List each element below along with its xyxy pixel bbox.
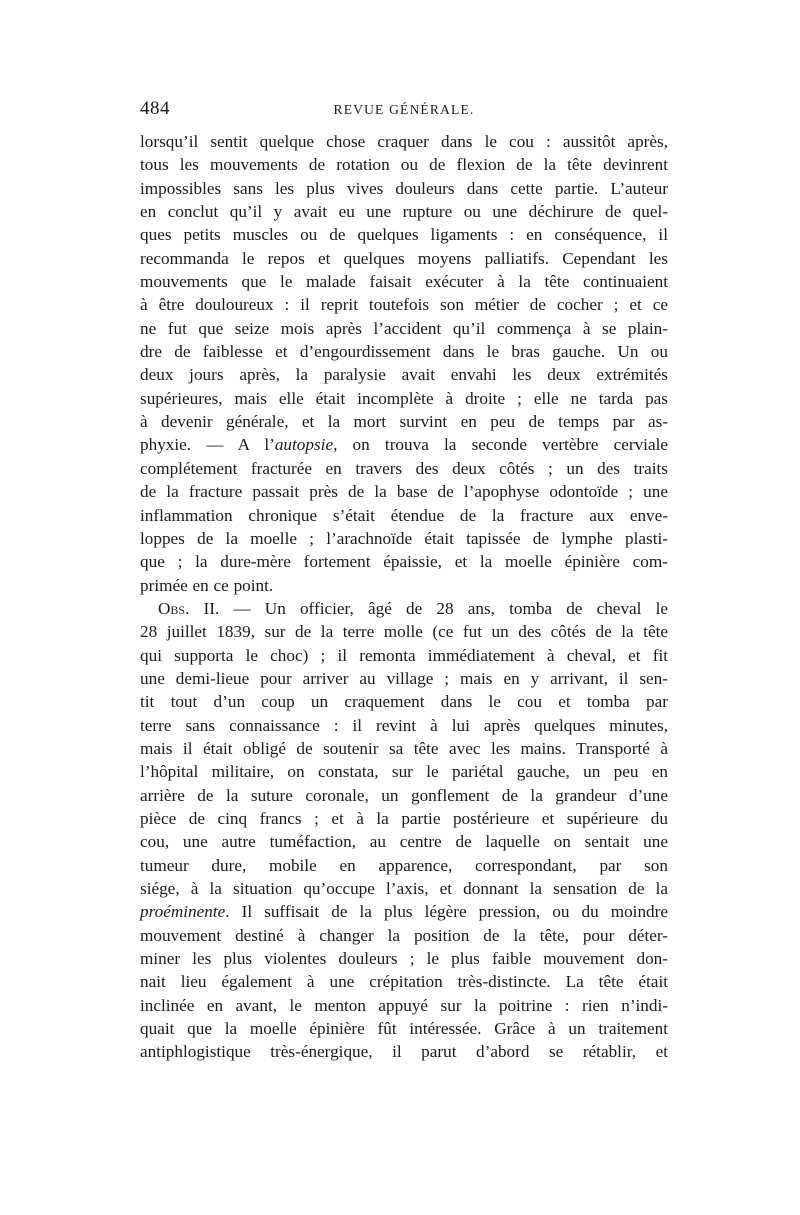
text-line: mouvements que le malade faisait exécuter à la tête continuaient [140, 272, 668, 292]
text-line: à être douloureux : il reprit toutefois son métier de cocher ; et ce [140, 295, 668, 315]
page [140, 98, 668, 1064]
text-line: une demi-lieue pour arriver au village ; mais en y arrivant, il sen- [140, 668, 668, 688]
text-line: de la fracture passait près de la base de l’apophyse odontoïde ; une [140, 482, 668, 502]
text-line: inclinée en avant, le menton appuyé sur la poitrine : rien n’indi- [140, 995, 668, 1015]
autopsy-line [140, 433, 668, 456]
observation-heading-line [140, 597, 668, 620]
text-line: complétement fracturée en travers des deux côtés ; un des traits [140, 458, 668, 478]
body-text [140, 130, 668, 1064]
proeminente-term: proéminente [140, 902, 226, 922]
text-line: loppes de la moelle ; l’arachnoïde était tapissée de lymphe plasti- [140, 528, 668, 548]
text-line: 28 juillet 1839, sur de la terre molle (ce fut un des côtés de la tête [140, 622, 668, 642]
text-line: cou, une autre tuméfaction, au centre de laquelle on sentait une [140, 832, 668, 852]
text-line: tumeur dure, mobile en apparence, correspondant, par son [140, 855, 668, 875]
text-line: lorsqu’il sentit quelque chose craquer dans le cou : aussitôt après, [140, 132, 668, 151]
text-line: mais il était obligé de soutenir sa tête avec les mains. Transporté à [140, 738, 668, 758]
text-line: quait que la moelle épinière fût intéressée. Grâce à un traitement [140, 1019, 668, 1039]
running-head [140, 98, 668, 128]
proeminente-line [140, 900, 668, 923]
text-line: pièce de cinq francs ; et à la partie postérieure et supérieure du [140, 808, 668, 828]
autopsy-term: autopsie [274, 435, 334, 455]
text-line: recommanda le repos et quelques moyens palliatifs. Cependant les [140, 248, 668, 268]
text-line: supérieures, mais elle était incomplète à droite ; elle ne tarda pas [140, 388, 668, 408]
autopsy-line-before: phyxie. — A l’ [140, 435, 275, 455]
text-line: ques petits muscles ou de quelques ligaments : en conséquence, il [140, 225, 668, 245]
text-line: tit tout d’un coup un craquement dans le cou et tomba par [140, 692, 668, 712]
text-line: terre sans connaissance : il revint à lui après quelques minutes, [140, 715, 668, 735]
paragraph-end-line: primée en ce point. [140, 575, 274, 595]
text-line: deux jours après, la paralysie avait envahi les deux extrémités [140, 365, 668, 385]
text-line: qui supporta le choc) ; il remonta immédiatement à cheval, et fit [140, 645, 668, 665]
text-line: ne fut que seize mois après l’accident qu’il commença à se plain- [140, 318, 668, 338]
text-line: inflammation chronique s’était étendue de la fracture aux enve- [140, 505, 668, 525]
text-line: mouvement destiné à changer la position de la tête, pour déter- [140, 925, 668, 945]
text-line: siége, à la situation qu’occupe l’axis, et donnant la sensation de la [140, 879, 668, 898]
text-line: à devenir générale, et la mort survint en peu de temps par as- [140, 412, 668, 432]
text-line: l’hôpital militaire, on constata, sur le pariétal gauche, un peu en [140, 762, 668, 782]
text-line: antiphlogistique très-énergique, il parut d’abord se rétablir, et [140, 1042, 668, 1062]
page-number: 484 [140, 98, 170, 119]
text-line: impossibles sans les plus vives douleurs dans cette partie. L’auteur [140, 178, 668, 198]
journal-title: REVUE GÉNÉRALE. [333, 102, 475, 117]
text-line: arrière de la suture coronale, un gonflement de la grandeur d’une [140, 785, 668, 805]
text-line: en conclut qu’il y avait eu une rupture ou une déchirure de quel- [140, 202, 668, 222]
proeminente-line-after: . Il suffisait de la plus légère pression, ou du moindre [225, 902, 668, 922]
observation-label: Obs. II. [158, 598, 220, 618]
text-line: miner les plus violentes douleurs ; le plus faible mouvement don- [140, 949, 668, 969]
autopsy-line-after: , on trouva la seconde vertèbre cerviale [333, 435, 668, 455]
text-line: que ; la dure-mère fortement épaissie, et la moelle épinière com- [140, 552, 668, 572]
text-line: tous les mouvements de rotation ou de flexion de la tête devinrent [140, 155, 668, 175]
text-line: dre de faiblesse et d’engourdissement dans le bras gauche. Un ou [140, 342, 668, 362]
text-line: nait lieu également à une crépitation très-distincte. La tête était [140, 972, 668, 992]
observation-intro: — Un officier, âgé de 28 ans, tomba de cheval le [219, 598, 668, 618]
